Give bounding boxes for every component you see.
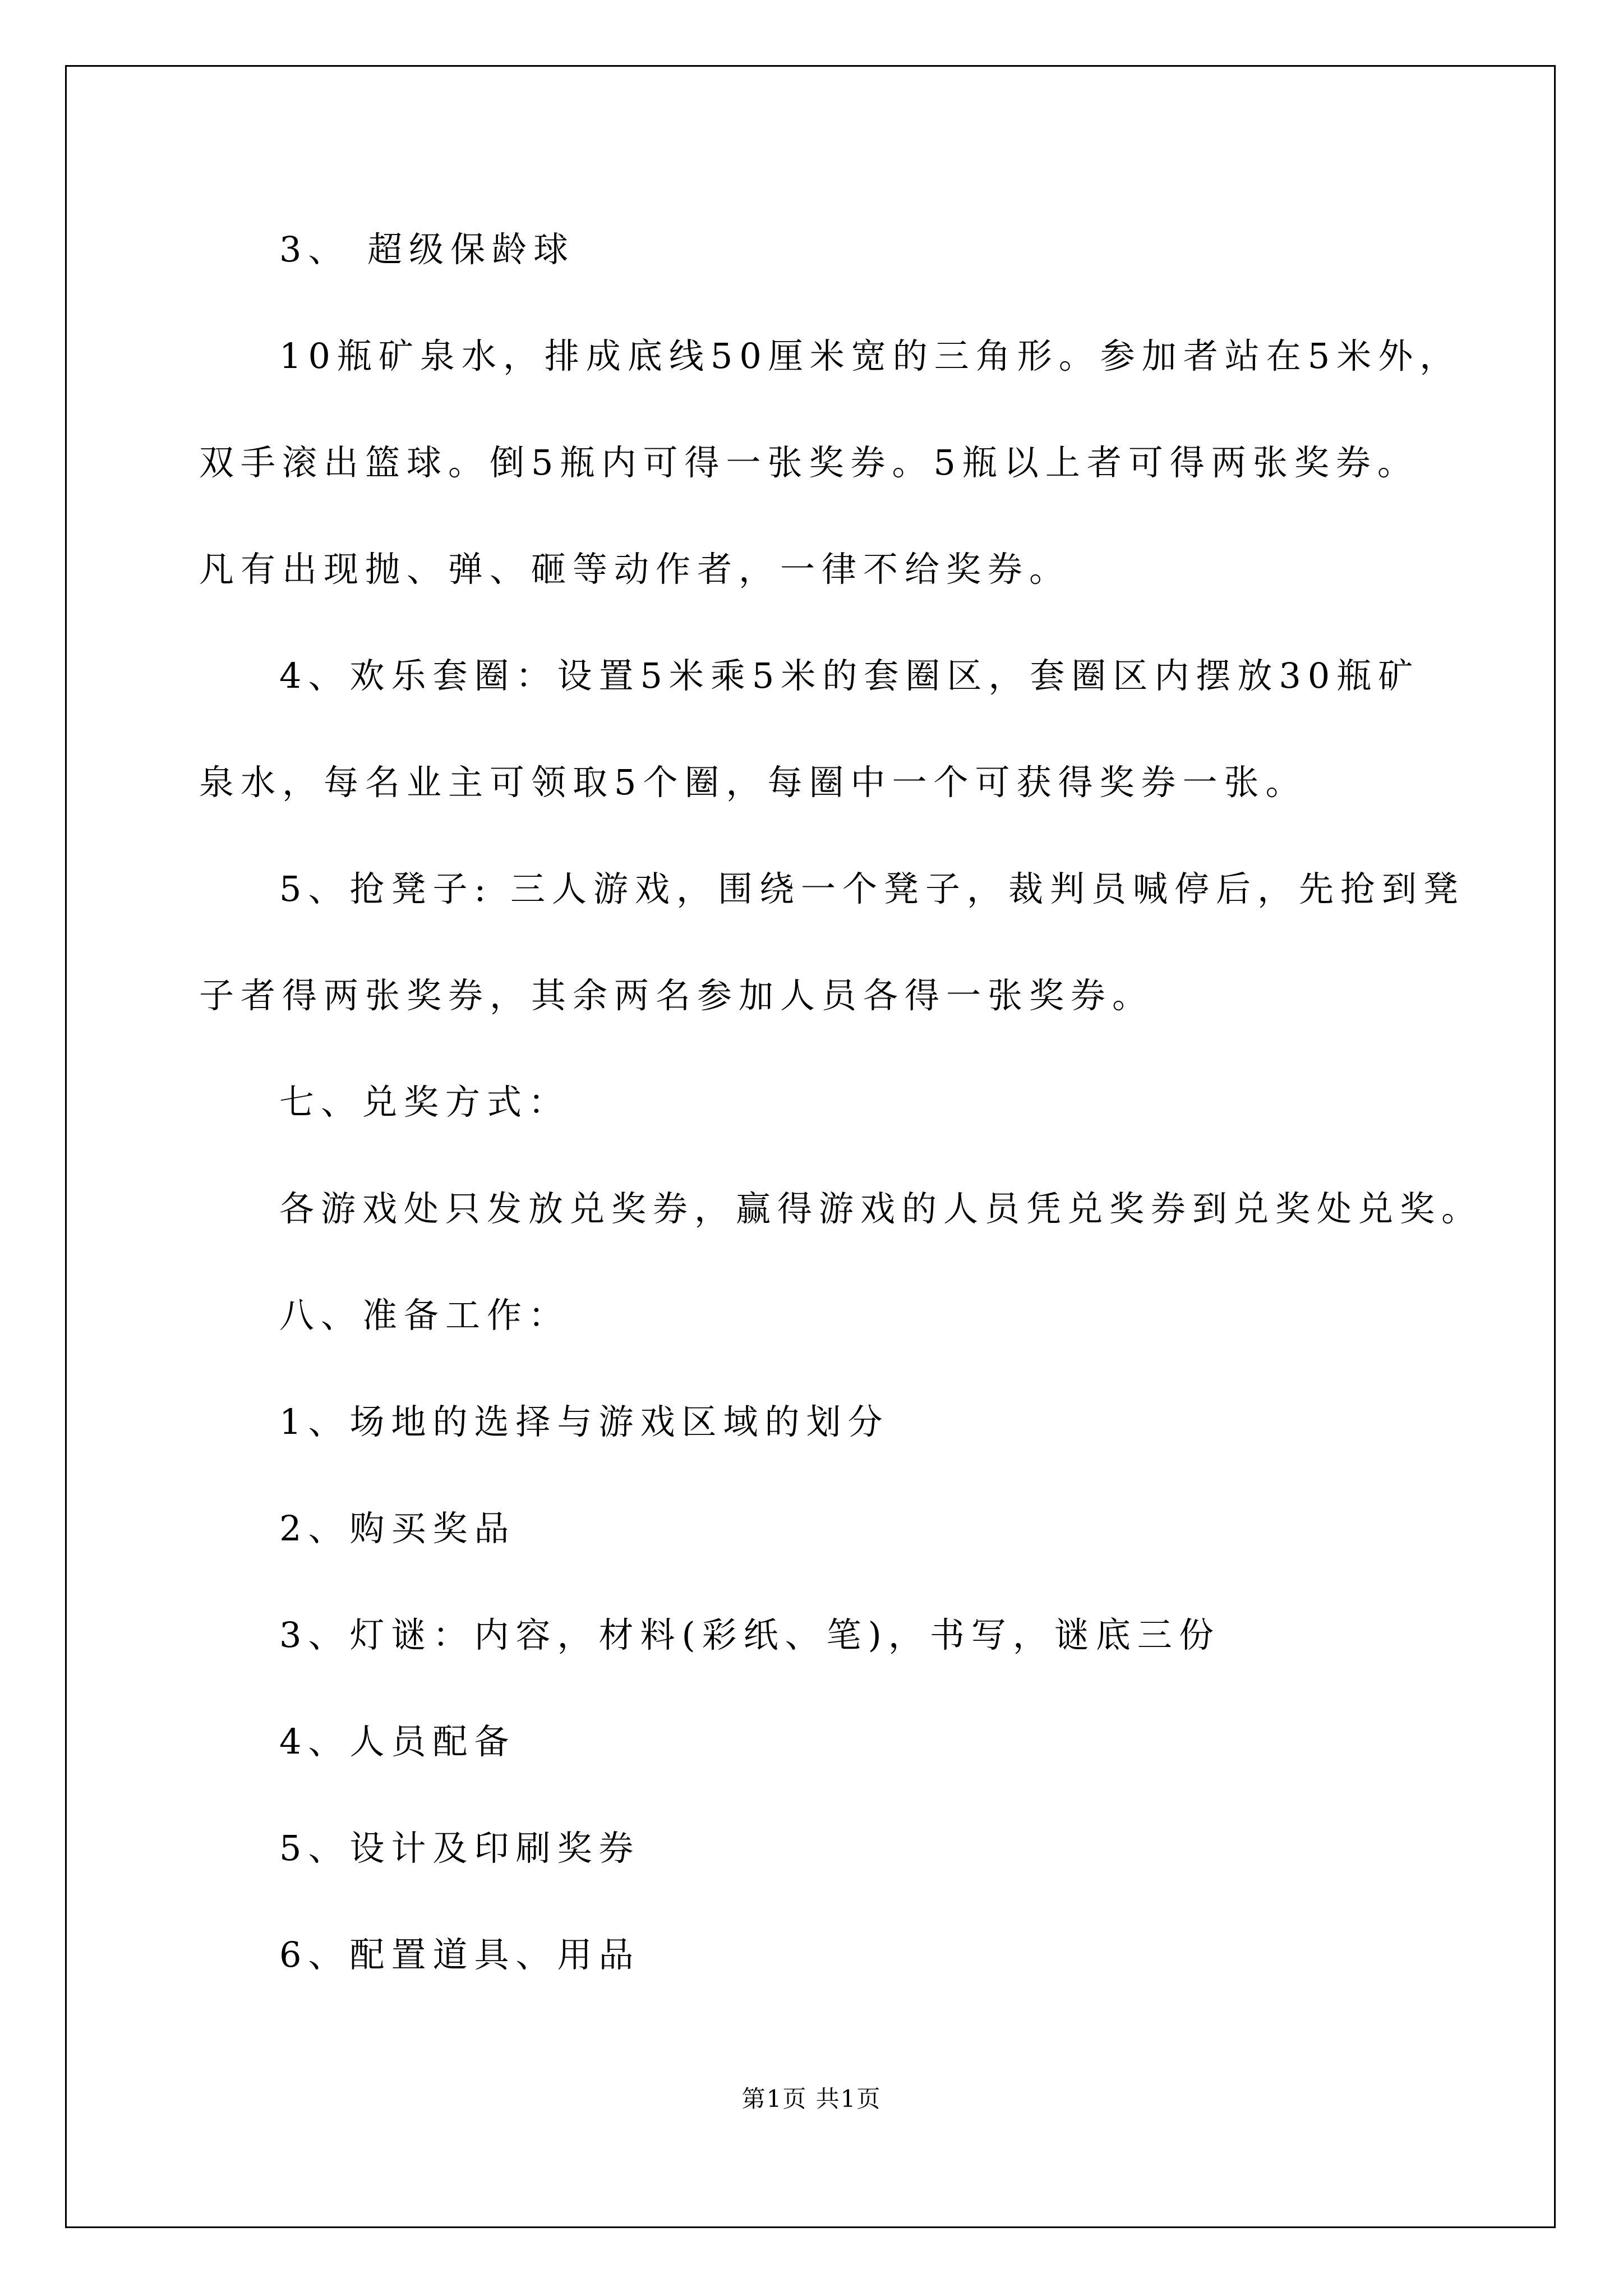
- paragraph-line-4: 凡有出现抛、弹、砸等动作者，一律不给奖券。: [199, 549, 1071, 590]
- list-item-4: 4、人员配备: [279, 1721, 516, 1762]
- paragraph-line-6: 泉水，每名业主可领取5个圈，每圈中一个可获得奖券一张。: [199, 762, 1307, 803]
- page-number-footer: 第1页 共1页: [741, 2085, 882, 2113]
- list-item-6: 6、配置道具、用品: [279, 1934, 640, 1975]
- paragraph-line-10: 各游戏处只发放兑奖券，赢得游戏的人员凭兑奖券到兑奖处兑奖。: [279, 1188, 1483, 1229]
- list-item-2: 2、购买奖品: [279, 1508, 516, 1549]
- list-item-3: 3、灯谜：内容，材料(彩纸、笔)，书写，谜底三份: [279, 1614, 1220, 1655]
- paragraph-line-7: 5、抢凳子: 三人游戏，围绕一个凳子，裁判员喊停后，先抢到凳: [279, 868, 1465, 909]
- list-item-1: 1、场地的选择与游戏区域的划分: [279, 1401, 889, 1442]
- paragraph-line-3: 双手滚出篮球。倒5瓶内可得一张奖券。5瓶以上者可得两张奖券。: [199, 442, 1419, 483]
- paragraph-line-2: 10瓶矿泉水，排成底线50厘米宽的三角形。参加者站在5米外，: [279, 335, 1461, 376]
- list-item-5: 5、设计及印刷奖券: [279, 1828, 640, 1869]
- paragraph-line-1: 3、 超级保龄球: [279, 229, 575, 270]
- paragraph-line-5: 4、欢乐套圈：设置5米乘5米的套圈区，套圈区内摆放30瓶矿: [279, 655, 1420, 696]
- paragraph-line-8: 子者得两张奖券，其余两名参加人员各得一张奖券。: [199, 975, 1154, 1016]
- section-heading-preparation: 八、准备工作：: [279, 1295, 570, 1336]
- section-heading-prize-redemption: 七、兑奖方式：: [279, 1082, 570, 1122]
- page-border: [65, 65, 1556, 2228]
